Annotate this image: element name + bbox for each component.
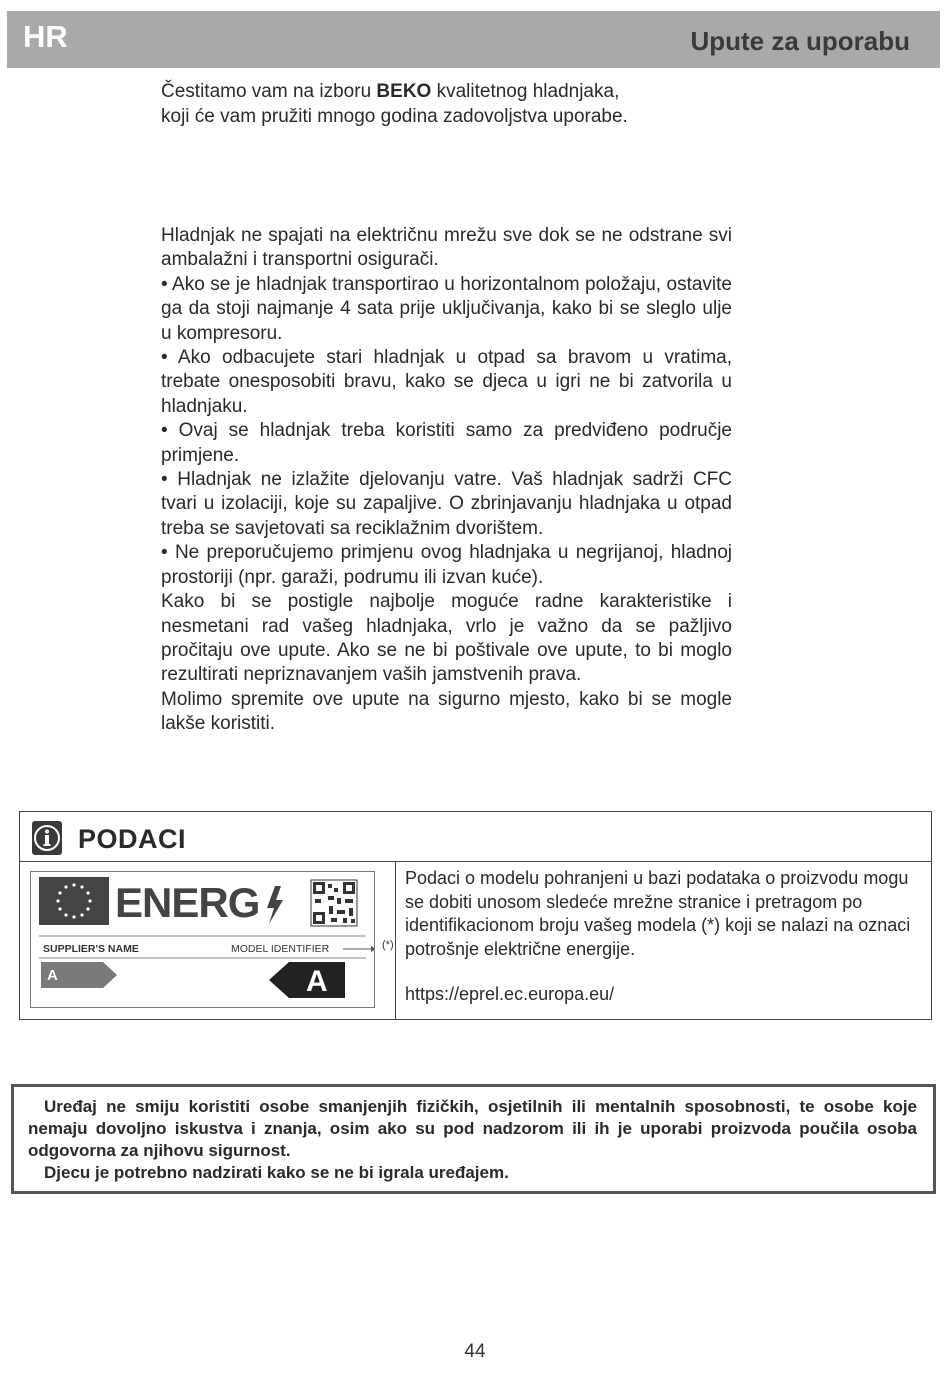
model-identifier-asterisk: (*) <box>382 939 394 951</box>
intro-line-2: koji će vam pružiti mnogo godina zadovoljstva uporabe. <box>161 106 628 127</box>
supplier-name-label: SUPPLIER'S NAME <box>43 943 139 955</box>
section-heading: PODACI <box>78 824 187 854</box>
safety-instructions <box>161 224 732 737</box>
language-code: HR <box>23 19 68 54</box>
body-paragraph: • Hladnjak ne izlažite djelovanju vatre. Vaš hladnjak sadrži CFC tvari u izolaciji, koje su zapaljive. O zbrinjavanju hladnjaka u otpad treba se savjetovati sa reciklažnim dvorištem. <box>161 469 732 539</box>
body-paragraph: Kako bi se postigle najbolje moguće radne karakteristike i nesmetani rad vašeg hladnjaka, vrlo je važno da se pažljivo pročitaju ove upute. Ako se ne bi poštivale ove upute, to bi moglo rezultirati nepriznavanjem vaših jamstvenih prava. <box>161 591 732 686</box>
warning-paragraph: Djecu je potrebno nadzirati kako se ne bi igrala uređajem. <box>44 1163 509 1182</box>
intro-after-brand: kvalitetnog hladnjaka, <box>431 81 620 102</box>
model-identifier-label: MODEL IDENTIFIER <box>231 943 330 955</box>
body-paragraph: • Ne preporučujemo primjenu ovog hladnjaka u negrijanoj, hladnoj prostoriji (npr. garaži, podrumu ili izvan kuće). <box>161 542 732 588</box>
intro-line-1 <box>161 79 741 104</box>
energy-label-cell <box>20 862 396 1020</box>
page-header <box>7 11 940 68</box>
product-data-info <box>405 867 915 1007</box>
product-data-description: Podaci o modelu pohranjeni u bazi podataka o proizvodu mogu se dobiti unosom sledeće mrežne stranice i pretragom po identifikacionom broju vašeg modela (*) koji se nalazi na oznaci potrošnje električne energije. <box>405 868 911 959</box>
page-title: Upute za uporabu <box>690 26 910 56</box>
energy-label-image <box>30 871 375 1008</box>
intro-before-brand: Čestitamo vam na izboru <box>161 81 377 102</box>
body-paragraph: • Ako se je hladnjak transportirao u horizontalnom položaju, ostavite ga da stoji najmanje 4 sata prije uključivanja, kako bi se sleglo ulje u kompresoru. <box>161 273 732 344</box>
product-data-box <box>19 811 932 1020</box>
body-paragraph: • Ako odbacujete stari hladnjak u otpad sa bravom u vratima, trebate onesposobiti bravu, kako se djeca u igri ne bi zatvorila u hladnjaku. <box>161 347 732 417</box>
safety-warning-box <box>11 1084 936 1194</box>
class-letter-small: A <box>47 967 58 984</box>
energy-wordmark: ENERG <box>115 879 260 926</box>
info-icon <box>32 821 62 855</box>
warning-paragraph: Uređaj ne smiju koristiti osobe smanjenjih fizičkih, osjetilnih ili mentalnih sposobnosti, te osobe koje nemaju dovoljno iskustva i znanja, osim ako su pod nadzorom ili ih je uporabi proizvoda poučila osoba odgovorna za njihovu sigurnost. <box>28 1097 917 1160</box>
eu-flag-icon <box>39 877 109 925</box>
body-paragraph: Hladnjak ne spajati na električnu mrežu sve dok se ne odstrane svi ambalažni i transportni osigurači. <box>161 225 732 271</box>
body-paragraph: • Ovaj se hladnjak treba koristiti samo za predviđeno područje primjene. <box>161 420 732 466</box>
product-data-header <box>20 812 931 862</box>
lightning-icon <box>267 886 283 924</box>
qr-code-icon <box>311 880 357 926</box>
page-number: 44 <box>464 1341 486 1362</box>
eprel-link[interactable]: https://eprel.ec.europa.eu/ <box>405 984 615 1004</box>
intro-text <box>161 79 741 129</box>
brand-name: BEKO <box>376 81 432 102</box>
class-letter-big: A <box>306 965 328 998</box>
body-paragraph: Molimo spremite ove upute na sigurno mjesto, kako bi se mogle lakše koristiti. <box>161 688 732 735</box>
